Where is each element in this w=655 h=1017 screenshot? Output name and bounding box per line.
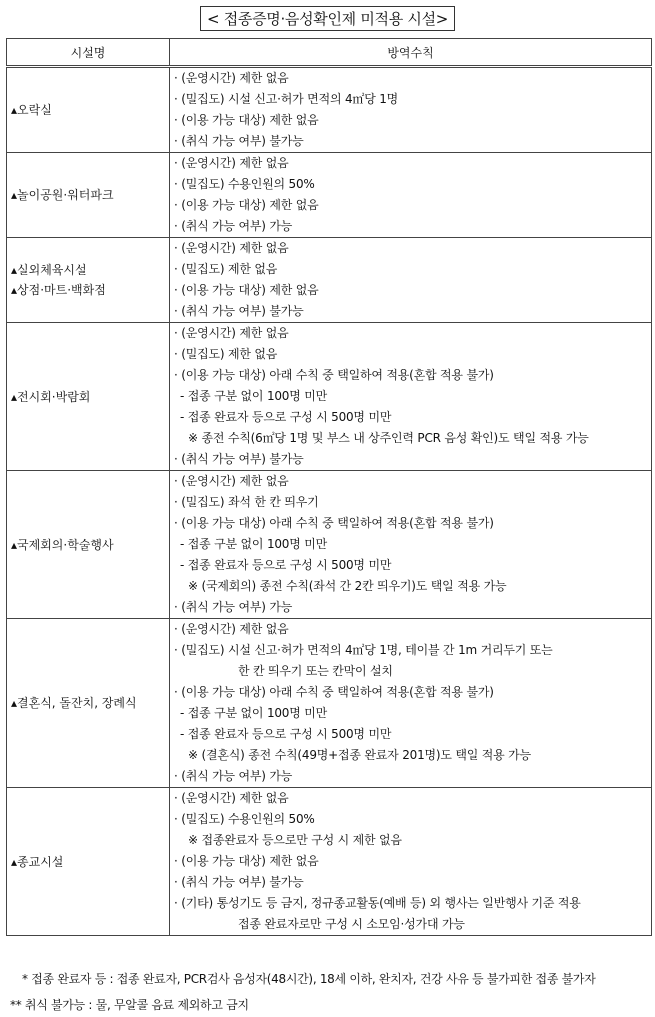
rule-line: · (이용 가능 대상) 제한 없음 <box>174 113 319 127</box>
facility-cell <box>7 788 170 936</box>
rule-line: · (기타) 통성기도 등 금지, 정규종교활동(예배 등) 외 행사는 일반행사 기준 적용 <box>174 896 581 910</box>
table-row <box>7 67 652 153</box>
rule-line: · (운영시간) 제한 없음 <box>174 622 289 636</box>
rule-line: · (취식 가능 여부) 불가능 <box>174 304 304 318</box>
header-facility: 시설명 <box>7 39 170 67</box>
rules-cell <box>170 323 652 471</box>
rule-line: · (운영시간) 제한 없음 <box>174 474 289 488</box>
rule-line: · (밀집도) 시설 신고·허가 면적의 4㎡당 1명 <box>174 92 399 106</box>
rule-line: 접종 완료자로만 구성 시 소모임·성가대 가능 <box>238 917 465 931</box>
rule-line: · (이용 가능 대상) 제한 없음 <box>174 854 319 868</box>
rule-line: ※ (결혼식) 종전 수칙(49명+접종 완료자 201명)도 택일 적용 가능 <box>188 748 531 762</box>
rules-table <box>6 38 652 936</box>
facility-cell <box>7 153 170 238</box>
rule-line: · (밀집도) 수용인원의 50% <box>174 177 315 191</box>
facility-cell <box>7 471 170 619</box>
rule-line: - 접종 구분 없이 100명 미만 <box>180 706 328 720</box>
rule-line: · (이용 가능 대상) 아래 수칙 중 택일하여 적용(혼합 적용 불가) <box>174 516 494 530</box>
rule-line: · (운영시간) 제한 없음 <box>174 326 289 340</box>
facility-cell <box>7 619 170 788</box>
rule-line: ※ (국제회의) 종전 수칙(좌석 간 2칸 띄우기)도 택일 적용 가능 <box>188 579 507 593</box>
rules-cell <box>170 788 652 936</box>
facility-name: ▴전시회·박람회 <box>11 389 91 404</box>
facility-name: ▴놀이공원·워터파크 <box>11 188 114 202</box>
rule-line: · (이용 가능 대상) 아래 수칙 중 택일하여 적용(혼합 적용 불가) <box>174 368 494 382</box>
rule-line: · (운영시간) 제한 없음 <box>174 241 289 255</box>
rule-line: · (취식 가능 여부) 가능 <box>174 769 293 783</box>
rule-line: - 접종 구분 없이 100명 미만 <box>180 537 328 551</box>
footnote-1: * 접종 완료자 등 : 접종 완료자, PCR검사 음성자(48시간), 18세 이하, 완치자, 건강 사유 등 불가피한 접종 불가자 <box>22 972 596 986</box>
rule-line: · (취식 가능 여부) 가능 <box>174 219 293 233</box>
rules-cell <box>170 619 652 788</box>
facility-name: ▴국제회의·학술행사 <box>11 537 114 552</box>
rule-line: · (밀집도) 수용인원의 50% <box>174 812 315 826</box>
rule-line: - 접종 구분 없이 100명 미만 <box>180 389 328 403</box>
rule-line: - 접종 완료자 등으로 구성 시 500명 미만 <box>180 410 392 424</box>
table-row <box>7 788 652 936</box>
facility-name: ▴실외체육시설 <box>11 263 87 277</box>
rule-line: - 접종 완료자 등으로 구성 시 500명 미만 <box>180 727 392 741</box>
rule-line: · (밀집도) 제한 없음 <box>174 347 278 361</box>
rule-line: · (취식 가능 여부) 불가능 <box>174 452 304 466</box>
rule-line: · (이용 가능 대상) 제한 없음 <box>174 198 319 212</box>
rule-line: · (밀집도) 제한 없음 <box>174 262 278 276</box>
rule-line: ※ 접종완료자 등으로만 구성 시 제한 없음 <box>188 833 402 847</box>
rule-line: · (밀집도) 좌석 한 칸 띄우기 <box>174 495 319 509</box>
rule-line: · (이용 가능 대상) 아래 수칙 중 택일하여 적용(혼합 적용 불가) <box>174 685 494 699</box>
page-title: < 접종증명·음성확인제 미적용 시설> <box>200 6 455 31</box>
rules-cell <box>170 238 652 323</box>
facility-name: ▴결혼식, 돌잔치, 장례식 <box>11 696 137 710</box>
rule-line: · (취식 가능 여부) 불가능 <box>174 875 304 889</box>
facility-cell <box>7 238 170 323</box>
rule-line: · (밀집도) 시설 신고·허가 면적의 4㎡당 1명, 테이블 간 1m 거리두기 또는 <box>174 643 553 657</box>
rules-cell <box>170 471 652 619</box>
rules-cell <box>170 67 652 153</box>
facility-cell <box>7 67 170 153</box>
header-rules: 방역수칙 <box>170 39 652 67</box>
table-row <box>7 471 652 619</box>
rule-line: ※ 종전 수칙(6㎡당 1명 및 부스 내 상주인력 PCR 음성 확인)도 택일 적용 가능 <box>188 431 589 445</box>
table-row <box>7 619 652 788</box>
rule-line: · (운영시간) 제한 없음 <box>174 156 289 170</box>
table-row <box>7 153 652 238</box>
facility-name: ▴종교시설 <box>11 854 64 869</box>
facility-name: ▴상점·마트·백화점 <box>11 283 106 297</box>
rule-line: · (운영시간) 제한 없음 <box>174 791 289 805</box>
rule-line: · (취식 가능 여부) 불가능 <box>174 134 304 148</box>
facility-cell <box>7 323 170 471</box>
rule-line: · (취식 가능 여부) 가능 <box>174 600 293 614</box>
facility-name: ▴오락실 <box>11 103 52 117</box>
rule-line: · (이용 가능 대상) 제한 없음 <box>174 283 319 297</box>
table-header-row <box>7 39 652 67</box>
footnote-2: ** 취식 불가능 : 물, 무알콜 음료 제외하고 금지 <box>10 998 249 1012</box>
rule-line: 한 칸 띄우기 또는 칸막이 설치 <box>238 664 393 678</box>
table-row <box>7 238 652 323</box>
title-wrap <box>0 6 655 31</box>
rule-line: · (운영시간) 제한 없음 <box>174 71 289 85</box>
table-body <box>7 67 652 936</box>
rules-cell <box>170 153 652 238</box>
rule-line: - 접종 완료자 등으로 구성 시 500명 미만 <box>180 558 392 572</box>
table-row <box>7 323 652 471</box>
